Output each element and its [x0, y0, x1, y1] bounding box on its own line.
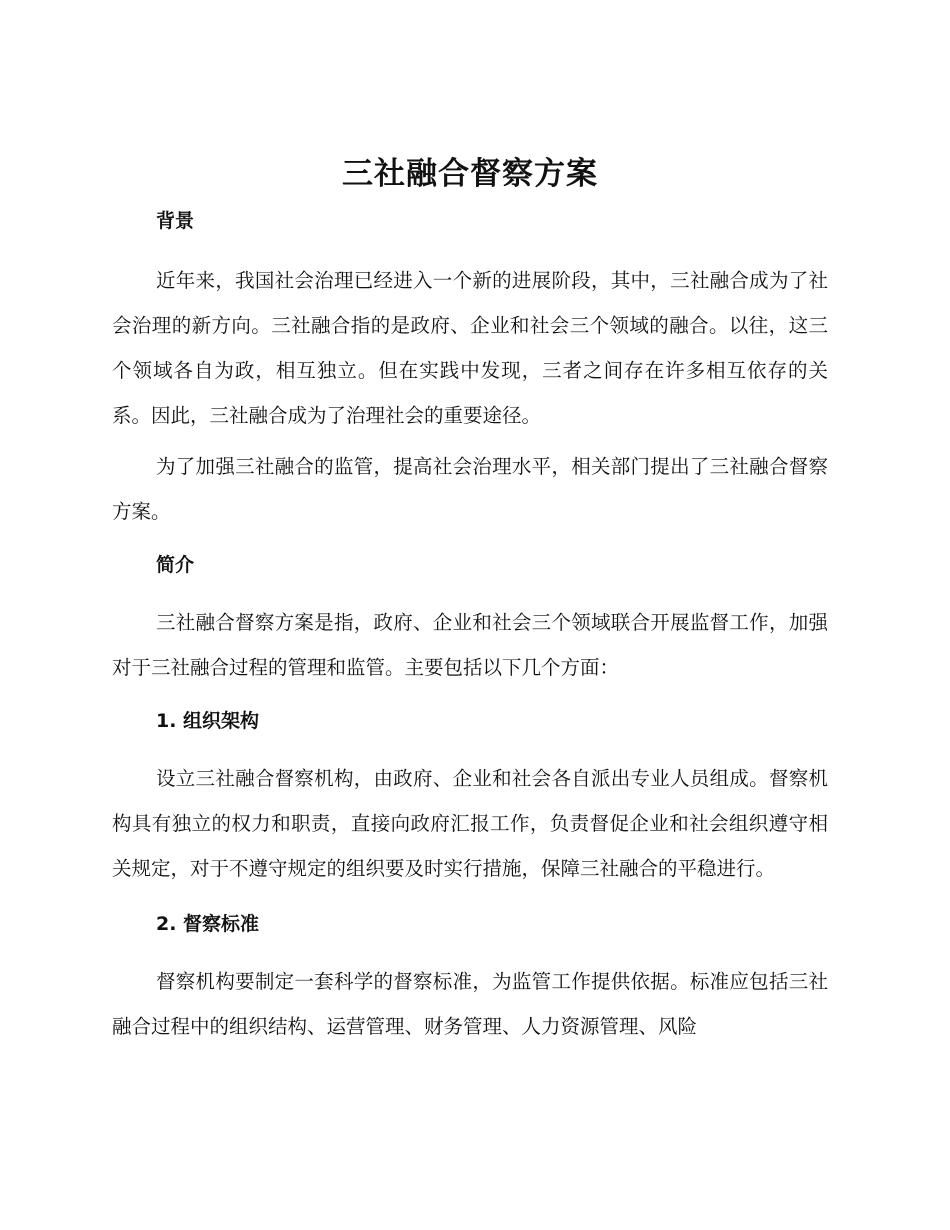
standards-paragraph: 督察机构要制定一套科学的督察标准，为监管工作提供依据。标准应包括三社融合过程中的组织结构、运营管理、财务管理、人力资源管理、风险	[112, 970, 828, 1038]
section-heading-organization: 1. 组织架构	[156, 710, 260, 732]
section-heading-intro: 简介	[156, 554, 195, 576]
intro-paragraph: 三社融合督察方案是指，政府、企业和社会三个领域联合开展监督工作，加强对于三社融合过程的管理和监管。主要包括以下几个方面：	[112, 611, 828, 679]
section-heading-standards: 2. 督察标准	[156, 913, 260, 935]
section-heading-background: 背景	[156, 210, 195, 232]
background-paragraph-1: 近年来，我国社会治理已经进入一个新的进展阶段，其中，三社融合成为了社会治理的新方向。三社融合指的是政府、企业和社会三个领域的融合。以往，这三个领域各自为政，相互独立。但在实践中发现，三者之间存在许多相互依存的关系。因此，三社融合成为了治理社会的重要途径。	[112, 269, 828, 427]
organization-paragraph: 设立三社融合督察机构，由政府、企业和社会各自派出专业人员组成。督察机构具有独立的权力和职责，直接向政府汇报工作，负责督促企业和社会组织遵守相关规定，对于不遵守规定的组织要及时实行措施，保障三社融合的平稳进行。	[112, 767, 828, 880]
document-title: 三社融合督察方案	[342, 156, 598, 192]
document-page	[112, 150, 828, 1049]
background-paragraph-2: 为了加强三社融合的监管，提高社会治理水平，相关部门提出了三社融合督察方案。	[112, 455, 828, 523]
